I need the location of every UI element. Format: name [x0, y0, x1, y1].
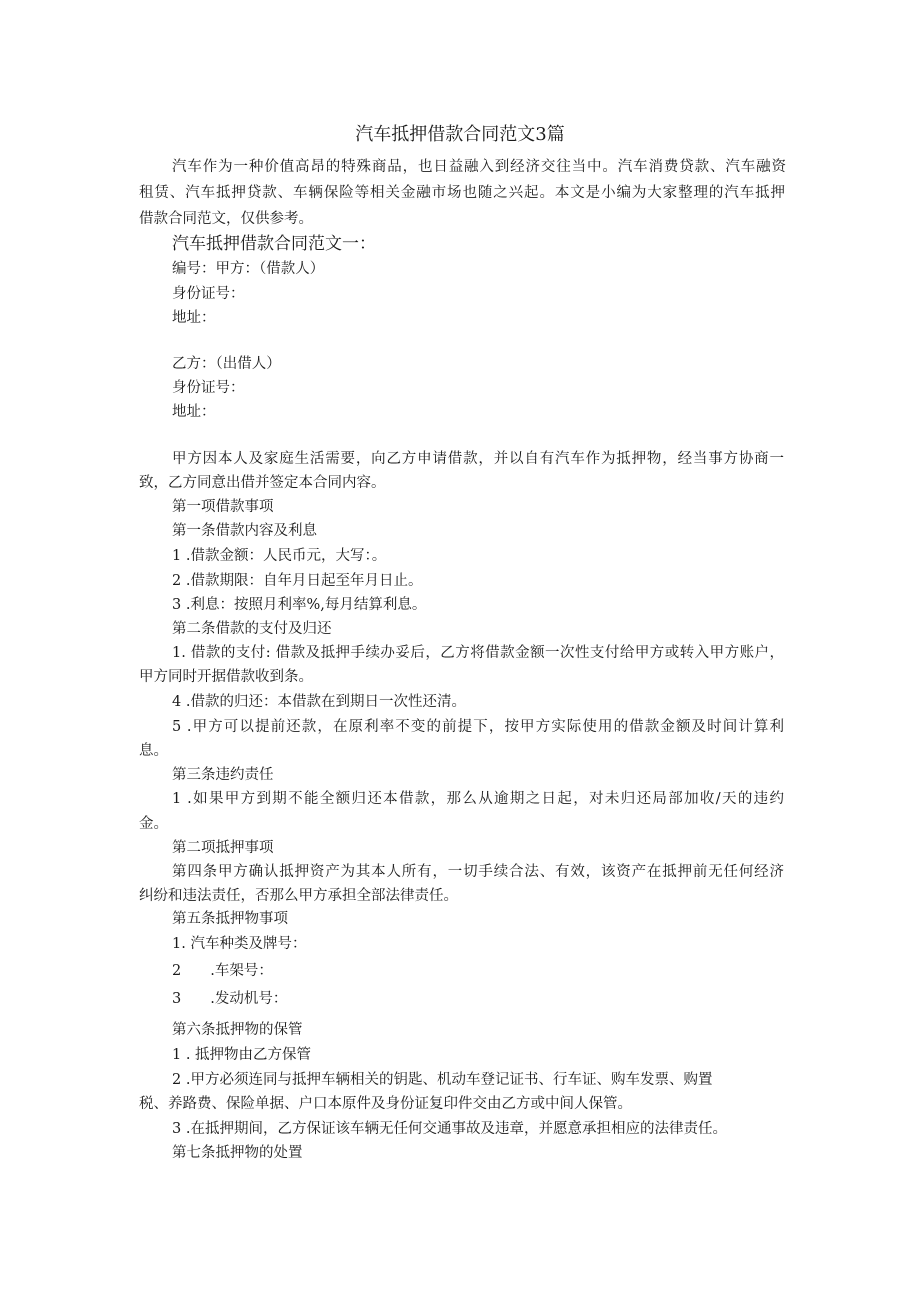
intro-line-1: 汽车作为一种价值高昂的特殊商品，也日益融入到经济交往当中。汽车消费贷款、汽车融资	[172, 159, 786, 175]
article-1-point-2: 2 .借款期限：自年月日起至年月日止。	[172, 573, 423, 589]
article-5-point-2: 2 .车架号：	[172, 963, 273, 979]
item-1-title: 第一项借款事项	[172, 499, 274, 515]
item-2-title: 第二项抵押事项	[172, 840, 274, 856]
party-a-line: 编号：甲方：（借款人）	[172, 261, 325, 277]
article-3-point-1-line-2: 金。	[139, 816, 168, 832]
intro-line-2: 租赁、汽车抵押贷款、车辆保险等相关金融市场也随之兴起。本文是小编为大家整理的汽车抵押	[139, 185, 785, 201]
party-b-id: 身份证号：	[172, 380, 245, 396]
article-6-point-1: 1 . 抵押物由乙方保管	[172, 1047, 312, 1063]
party-a-address: 地址：	[172, 310, 216, 326]
article-7-title: 第七条抵押物的处置	[172, 1145, 303, 1161]
article-2-title: 第二条借款的支付及归还	[172, 621, 332, 637]
party-a-id: 身份证号：	[172, 286, 245, 302]
article-6-title: 第六条抵押物的保管	[172, 1022, 303, 1038]
preamble-line-1: 甲方因本人及家庭生活需要，向乙方申请借款，并以自有汽车作为抵押物，经当事方协商一	[172, 451, 784, 467]
article-5-point-1: 1. 汽车种类及牌号：	[172, 936, 307, 952]
article-5-title: 第五条抵押物事项	[172, 911, 288, 927]
section-title: 汽车抵押借款合同范文一：	[172, 234, 376, 254]
article-2-point-5-line-2: 息。	[139, 743, 168, 759]
article-3-point-1-line-1: 1 .如果甲方到期不能全额归还本借款，那么从逾期之日起，对未归还局部加收/天的违约	[172, 791, 784, 807]
preamble-line-2: 致，乙方同意出借并签定本合同内容。	[139, 475, 386, 491]
article-6-point-2-line-1: 2 .甲方必须连同与抵押车辆相关的钥匙、机动车登记证书、行车证、购车发票、购置	[172, 1072, 713, 1088]
article-1-point-1: 1 .借款金额：人民币元，大写：。	[172, 548, 387, 564]
article-3-title: 第三条违约责任	[172, 767, 274, 783]
article-1-title: 第一条借款内容及利息	[172, 523, 317, 539]
article-4-line-2: 纠纷和违法责任，否那么甲方承担全部法律责任。	[139, 888, 458, 904]
intro-line-3: 借款合同范文，仅供参考。	[139, 211, 313, 227]
party-b-line: 乙方：（出借人）	[172, 356, 281, 372]
article-2-point-5-line-1: 5 .甲方可以提前还款，在原利率不变的前提下，按甲方实际使用的借款金额及时间计算利	[172, 719, 784, 735]
article-5-point-3: 3 .发动机号：	[172, 991, 288, 1007]
article-2-point-1-line-1: 1. 借款的支付: 借款及抵押手续办妥后，乙方将借款金额一次性支付给甲方或转入甲方账户，	[172, 645, 784, 661]
article-4-line-1: 第四条甲方确认抵押资产为其本人所有，一切手续合法、有效，该资产在抵押前无任何经济	[172, 864, 784, 880]
article-6-point-3: 3 .在抵押期间，乙方保证该车辆无任何交通事故及违章，并愿意承担相应的法律责任。	[172, 1121, 727, 1137]
document-title: 汽车抵押借款合同范文3篇	[355, 124, 565, 145]
party-b-address: 地址：	[172, 404, 216, 420]
article-2-point-4: 4 .借款的归还：本借款在到期日一次性还清。	[172, 694, 466, 710]
article-2-point-1-line-2: 甲方同时开据借款收到条。	[139, 669, 313, 685]
article-1-point-3: 3 .利息：按照月利率%,每月结算利息。	[172, 597, 427, 613]
article-6-point-2-line-2: 税、养路费、保险单据、户口本原件及身份证复印件交由乙方或中间人保管。	[139, 1096, 632, 1112]
